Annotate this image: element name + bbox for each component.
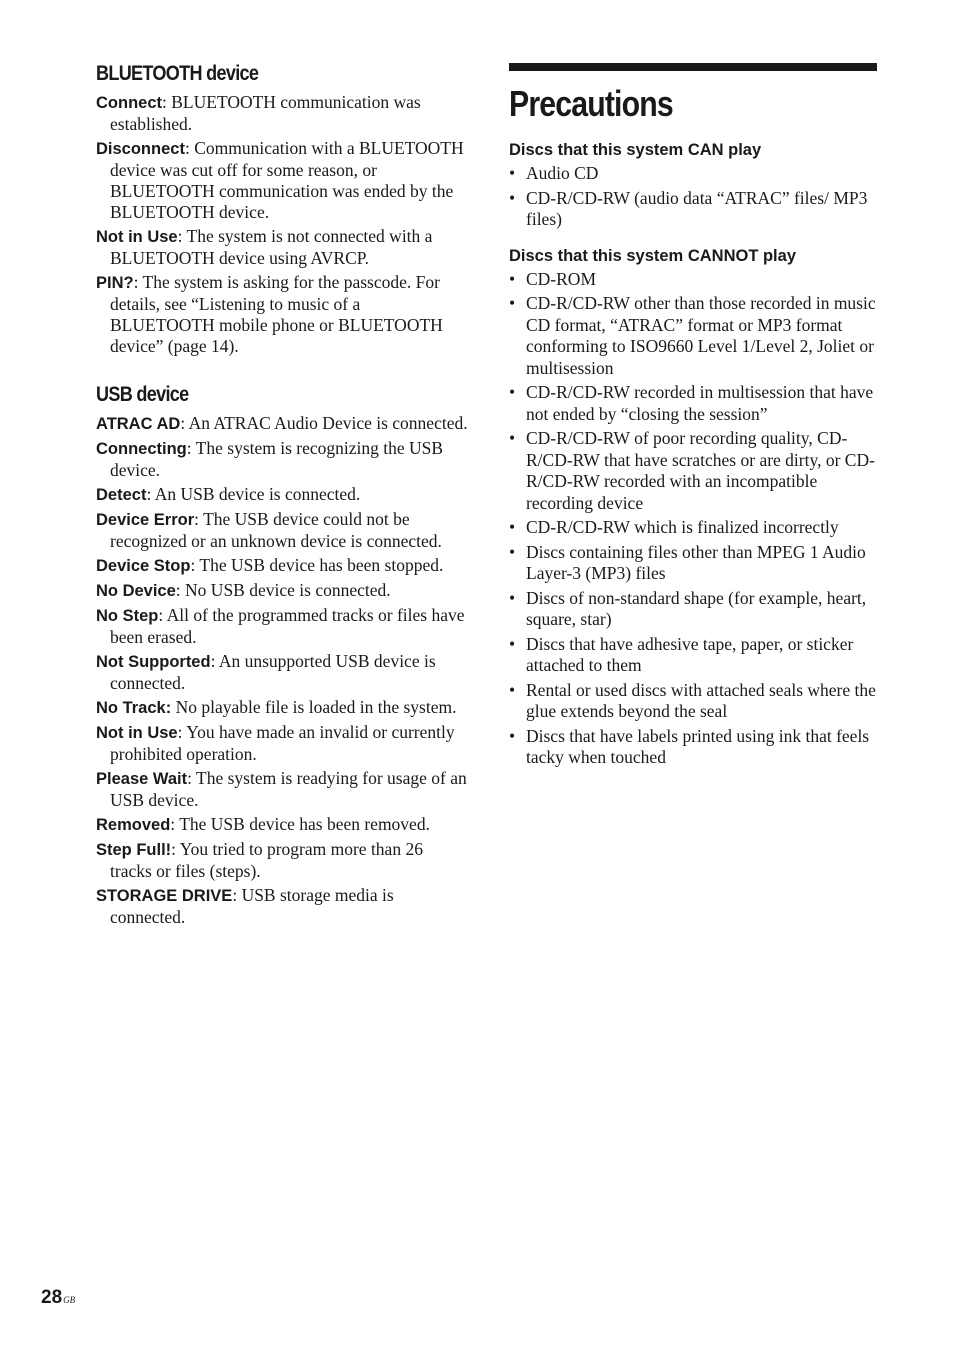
list-item: • Rental or used discs with attached seals where the glue extends beyond the seal [509, 679, 876, 721]
bt-entry-not-in-use: Not in Use: The system is not connected with a BLUETOOTH device using AVRCP. [96, 226, 433, 268]
can-play-list [509, 163, 877, 231]
page-suffix: GB [63, 1295, 76, 1305]
entry-desc: No playable file is loaded in the system. [175, 697, 457, 717]
right-column [509, 63, 877, 772]
entry-term: STORAGE DRIVE [96, 887, 233, 905]
list-item: • Discs that have adhesive tape, paper, or sticker attached to them [509, 633, 854, 675]
can-play-heading: Discs that this system CAN play [509, 141, 762, 159]
page-number: $28^{GB}$ [41, 1287, 76, 1308]
entry-term: Connect [96, 94, 162, 112]
entry-term: Device Stop [96, 557, 191, 575]
usb-entry-step-full: Step Full!: You tried to program more than 26 tracks or files (steps). [96, 839, 423, 881]
entry-term: Removed [96, 816, 171, 834]
cannot-play-heading: Discs that this system CANNOT play [509, 246, 796, 265]
bullet-icon: • [509, 163, 516, 183]
usb-device-heading: USB device [96, 383, 189, 406]
precautions-title: Precautions [509, 83, 673, 124]
entry-desc: You have made an invalid or currently prohibited operation. [110, 722, 455, 764]
usb-entry-please-wait: Please Wait: The system is readying for usage of an USB device. [96, 768, 467, 810]
left-column [96, 60, 468, 931]
entry-term: Detect [96, 486, 147, 504]
entry-desc: The system is recognizing the USB device. [110, 438, 444, 480]
bullet-icon: • [509, 268, 516, 289]
entry-desc: All of the programmed tracks or files have been erased. [110, 605, 465, 647]
entry-term: Not in Use [96, 228, 178, 246]
bluetooth-device-heading: BLUETOOTH device [96, 62, 259, 85]
list-item: • CD-R/CD-RW which is finalized incorrectly [509, 517, 839, 537]
entry-desc: The USB device has been removed. [179, 814, 430, 834]
entry-term: No Track: [96, 699, 172, 717]
entry-term: PIN? [96, 274, 134, 292]
entry-desc: USB storage media is connected. [110, 885, 394, 927]
list-item: • Audio CD [509, 163, 599, 183]
usb-entry-storage-drive: STORAGE DRIVE: USB storage media is connected. [96, 885, 394, 927]
list-item: • Discs containing files other than MPEG 1 Audio Layer-3 (MP3) files [509, 541, 866, 583]
entry-term: Not Supported [96, 653, 211, 671]
section-rule-bar [509, 63, 877, 71]
bullet-icon: • [509, 679, 516, 700]
entry-desc: Communication with a BLUETOOTH device was cut off for some reason, or BLUETOOTH communication was ended by the BLUETOOTH device. [110, 138, 464, 222]
usb-entry-not-in-use: Not in Use: You have made an invalid or currently prohibited operation. [96, 722, 455, 764]
cannot-play-list [509, 269, 877, 769]
list-item: • CD-R/CD-RW (audio data “ATRAC” files/ MP3 files) [509, 187, 868, 229]
bullet-icon: • [509, 382, 516, 402]
usb-entry-no-track [96, 697, 468, 719]
usb-entry-connecting: Connecting: The system is recognizing the USB device. [96, 438, 444, 480]
entry-desc: The system is readying for usage of an USB device. [110, 768, 467, 810]
list-item: • CD-R/CD-RW of poor recording quality, CD-R/CD-RW that have scratches or are dirty, or CD-R/CD-RW recorded with an incompatible recording device [509, 428, 875, 513]
list-item: • CD-R/CD-RW other than those recorded in music CD format, “ATRAC” format or MP3 format conforming to ISO9660 Level 1/Level 2, Joliet or multisession [509, 293, 876, 378]
entry-term: No Step [96, 607, 159, 625]
bullet-icon: • [509, 428, 516, 448]
entry-term: Device Error [96, 511, 195, 529]
list-item: • CD-R/CD-RW recorded in multisession that have not ended by “closing the session” [509, 382, 874, 424]
usb-entry-not-supported: Not Supported: An unsupported USB device is connected. [96, 651, 436, 693]
entry-desc: The system is not connected with a BLUETOOTH device using AVRCP. [110, 226, 433, 268]
entry-term: ATRAC AD [96, 415, 181, 433]
usb-entry-no-device: No Device: No USB device is connected. [96, 580, 391, 600]
entry-term: Step Full! [96, 841, 172, 859]
bt-entry-connect: Connect: BLUETOOTH communication was established. [96, 92, 421, 134]
entry-desc: The USB device could not be recognized or an unknown device is connected. [110, 509, 442, 551]
entry-desc: The system is asking for the passcode. For details, see “Listening to music of a BLUETOOTH mobile phone or BLUETOOTH device” (page 14). [110, 272, 443, 356]
bullet-icon: • [509, 633, 516, 654]
entry-term: Disconnect [96, 140, 185, 158]
entry-desc: An USB device is connected. [154, 484, 361, 504]
bullet-icon: • [509, 517, 516, 537]
bullet-icon: • [509, 587, 516, 608]
bt-entry-disconnect: Disconnect: Communication with a BLUETOOTH device was cut off for some reason, or BLUETOOTH communication was ended by the BLUETOOTH device. [96, 138, 464, 222]
bullet-icon: • [509, 541, 516, 562]
bullet-icon: • [509, 293, 516, 313]
usb-entry-no-step: No Step: All of the programmed tracks or files have been erased. [96, 605, 465, 647]
bullet-icon: • [509, 187, 516, 208]
entry-desc: You tried to program more than 26 tracks or files (steps). [110, 839, 423, 881]
list-item: • Discs of non-standard shape (for example, heart, square, star) [509, 587, 867, 629]
list-item: • Discs that have labels printed using ink that feels tacky when touched [509, 725, 870, 767]
entry-term: No Device [96, 582, 176, 600]
usb-entry-device-error: Device Error: The USB device could not be recognized or an unknown device is connected. [96, 509, 442, 551]
usb-entry-detect: Detect: An USB device is connected. [96, 484, 361, 504]
entry-desc: BLUETOOTH communication was established. [110, 92, 421, 134]
usb-entry-device-stop: Device Stop: The USB device has been stopped. [96, 555, 444, 575]
entry-desc: An ATRAC Audio Device is connected. [188, 413, 468, 433]
usb-entry-removed: Removed: The USB device has been removed. [96, 814, 430, 834]
bt-entry-pin: PIN?: The system is asking for the passcode. For details, see “Listening to music of a BLUETOOTH mobile phone or BLUETOOTH device” (page 14). [96, 272, 443, 356]
entry-desc: The USB device has been stopped. [199, 555, 444, 575]
entry-term: Not in Use [96, 724, 178, 742]
bullet-icon: • [509, 725, 516, 746]
list-item: • CD-ROM [509, 268, 597, 289]
usb-entry-atrac-ad: ATRAC AD: An ATRAC Audio Device is connected. [96, 413, 468, 433]
entry-desc: An unsupported USB device is connected. [110, 651, 436, 693]
entry-term: Connecting [96, 440, 187, 458]
entry-term: Please Wait [96, 770, 188, 788]
entry-desc: No USB device is connected. [185, 580, 391, 600]
